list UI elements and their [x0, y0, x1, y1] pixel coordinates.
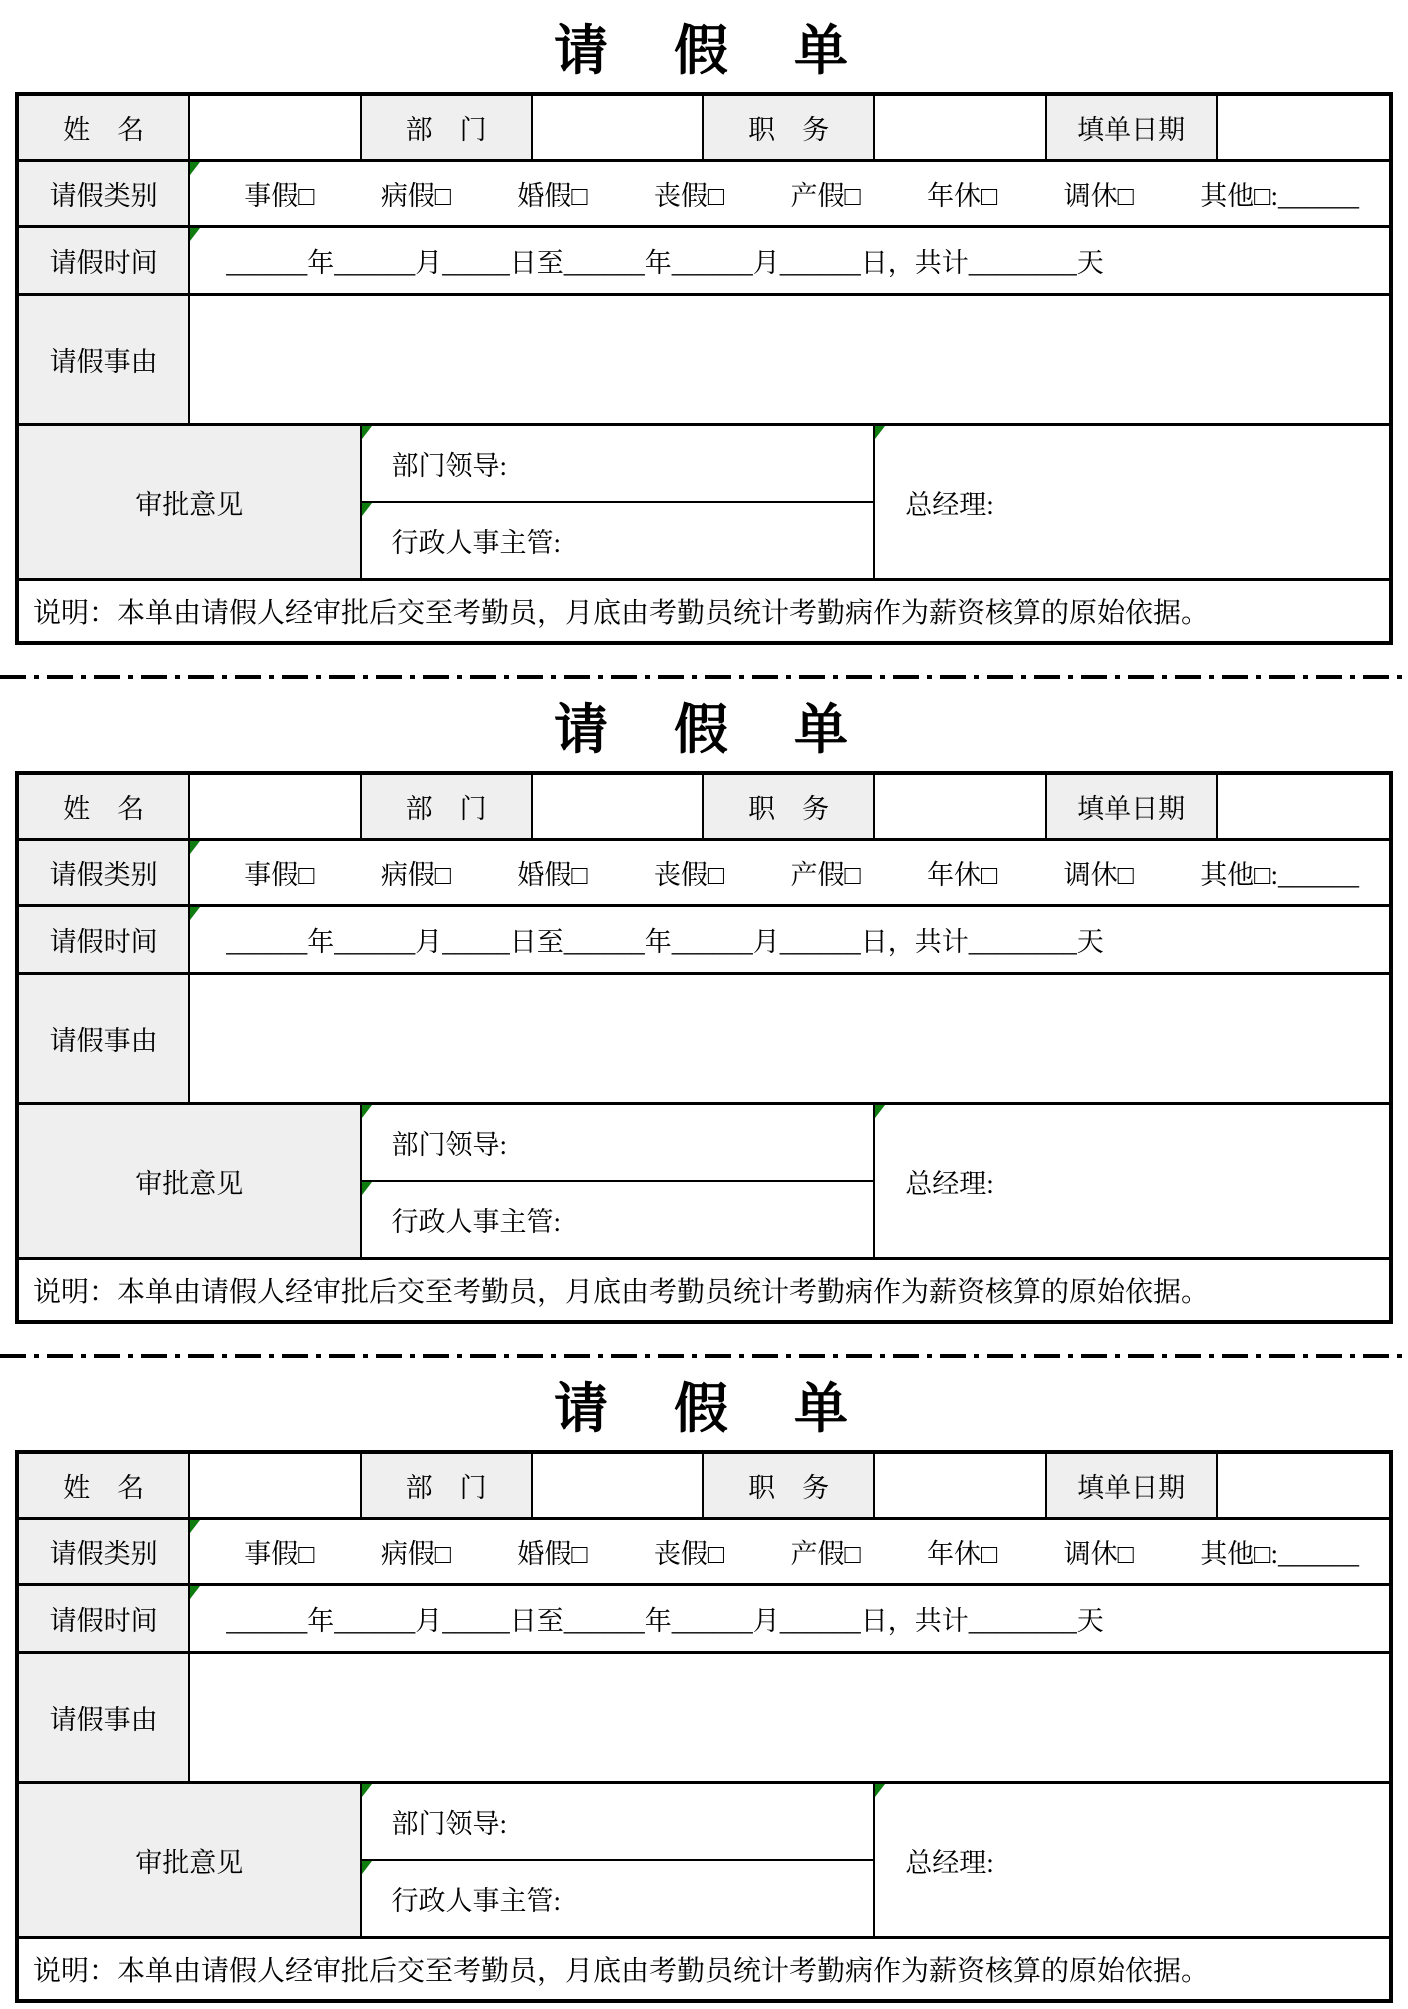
- comment-flag-icon: [362, 1861, 372, 1874]
- leave-type-option-bereavement[interactable]: 丧假□: [653, 860, 725, 890]
- hr-manager-label: 行政人事主管:: [391, 1207, 562, 1237]
- leave-type-options-cell: [190, 841, 1389, 907]
- leave-type-option-personal[interactable]: 事假□: [244, 860, 315, 890]
- hr-manager-sign-cell[interactable]: [362, 503, 874, 578]
- fill-date-label-cell: 填单日期: [1047, 1454, 1218, 1520]
- leave-reason-value-cell[interactable]: [190, 975, 1389, 1105]
- name-value-cell[interactable]: [190, 775, 361, 841]
- comment-flag-icon: [190, 228, 200, 241]
- time-fill-line[interactable]: ______年______月_____日至______年______月______日，共计________天: [226, 248, 1104, 278]
- gm-label: 总经理:: [905, 489, 994, 520]
- leave-time-value-cell[interactable]: [190, 907, 1389, 975]
- leave-type-option-annual[interactable]: 年休□: [927, 1539, 998, 1569]
- hr-manager-label: 行政人事主管:: [391, 528, 562, 558]
- leave-type-option-personal[interactable]: 事假□: [244, 1539, 315, 1569]
- department-value-cell[interactable]: [533, 1454, 704, 1520]
- position-label-cell: 职 务: [704, 1454, 875, 1520]
- leave-type-option-comp[interactable]: 调休□: [1063, 181, 1134, 211]
- comment-flag-icon: [362, 1784, 372, 1797]
- name-label-cell: 姓 名: [19, 1454, 190, 1520]
- other-option-label: 其他□:: [1200, 860, 1278, 890]
- dept-leader-sign-cell[interactable]: [362, 426, 874, 503]
- department-value-cell[interactable]: [533, 775, 704, 841]
- approval-middle-column: [362, 1105, 876, 1260]
- other-blank-line[interactable]: ______: [1278, 181, 1359, 211]
- leave-type-option-marriage[interactable]: 婚假□: [517, 181, 588, 211]
- comment-flag-icon: [362, 1182, 372, 1195]
- comment-flag-icon: [362, 426, 372, 439]
- approval-label-cell: 审批意见: [19, 426, 362, 581]
- comment-flag-icon: [875, 1105, 885, 1118]
- time-fill-line[interactable]: ______年______月_____日至______年______月______日，共计________天: [226, 1606, 1104, 1636]
- position-label-cell: 职 务: [704, 775, 875, 841]
- leave-type-option-comp[interactable]: 调休□: [1063, 1539, 1134, 1569]
- approval-label-cell: 审批意见: [19, 1105, 362, 1260]
- dept-leader-label: 部门领导:: [391, 1130, 508, 1160]
- note-cell: 说明：本单由请假人经审批后交至考勤员，月底由考勤员统计考勤病作为薪资核算的原始依据。: [19, 1939, 1389, 1999]
- leave-type-option-sick[interactable]: 病假□: [380, 860, 452, 890]
- leave-type-label-cell: 请假类别: [19, 841, 190, 907]
- department-value-cell[interactable]: [533, 96, 704, 162]
- hr-manager-label: 行政人事主管:: [391, 1886, 562, 1916]
- comment-flag-icon: [190, 1586, 200, 1599]
- leave-type-option-other[interactable]: [1200, 853, 1359, 892]
- gm-sign-cell[interactable]: [875, 1105, 1389, 1260]
- leave-type-label-cell: 请假类别: [19, 162, 190, 228]
- gm-label: 总经理:: [905, 1847, 994, 1878]
- leave-time-value-cell[interactable]: [190, 1586, 1389, 1654]
- fill-date-value-cell[interactable]: [1218, 96, 1389, 162]
- dept-leader-sign-cell[interactable]: [362, 1105, 874, 1182]
- leave-time-label-cell: 请假时间: [19, 1586, 190, 1654]
- leave-reason-value-cell[interactable]: [190, 1654, 1389, 1784]
- leave-form-table: [15, 92, 1393, 645]
- name-label-cell: 姓 名: [19, 775, 190, 841]
- form-title: 请 假 单: [554, 20, 854, 81]
- leave-type-option-personal[interactable]: 事假□: [244, 181, 315, 211]
- department-label-cell: 部 门: [362, 775, 533, 841]
- other-option-label: 其他□:: [1200, 1539, 1278, 1569]
- department-label-cell: 部 门: [362, 96, 533, 162]
- leave-type-option-other[interactable]: [1200, 1532, 1359, 1571]
- approval-middle-column: [362, 426, 876, 581]
- comment-flag-icon: [190, 1520, 200, 1533]
- name-value-cell[interactable]: [190, 96, 361, 162]
- leave-type-option-bereavement[interactable]: 丧假□: [653, 181, 725, 211]
- dept-leader-label: 部门领导:: [391, 1809, 508, 1839]
- leave-request-form: [0, 679, 1408, 1324]
- leave-form-table: [15, 771, 1393, 1324]
- position-value-cell[interactable]: [875, 775, 1046, 841]
- leave-reason-label-cell: 请假事由: [19, 1654, 190, 1784]
- fill-date-value-cell[interactable]: [1218, 775, 1389, 841]
- gm-sign-cell[interactable]: [875, 426, 1389, 581]
- other-blank-line[interactable]: ______: [1278, 1539, 1359, 1569]
- approval-label-cell: 审批意见: [19, 1784, 362, 1939]
- time-fill-line[interactable]: ______年______月_____日至______年______月______日，共计________天: [226, 927, 1104, 957]
- note-cell: 说明：本单由请假人经审批后交至考勤员，月底由考勤员统计考勤病作为薪资核算的原始依据。: [19, 581, 1389, 641]
- gm-label: 总经理:: [905, 1168, 994, 1199]
- fill-date-value-cell[interactable]: [1218, 1454, 1389, 1520]
- leave-reason-value-cell[interactable]: [190, 296, 1389, 426]
- leave-time-label-cell: 请假时间: [19, 907, 190, 975]
- leave-type-option-maternity[interactable]: 产假□: [790, 1539, 861, 1569]
- leave-form-table: [15, 1450, 1393, 2003]
- other-option-label: 其他□:: [1200, 181, 1278, 211]
- comment-flag-icon: [362, 503, 372, 516]
- leave-type-option-marriage[interactable]: 婚假□: [517, 1539, 588, 1569]
- comment-flag-icon: [362, 1105, 372, 1118]
- leave-type-option-sick[interactable]: 病假□: [380, 1539, 452, 1569]
- position-value-cell[interactable]: [875, 96, 1046, 162]
- leave-type-option-marriage[interactable]: 婚假□: [517, 860, 588, 890]
- fill-date-label-cell: 填单日期: [1047, 96, 1218, 162]
- hr-manager-sign-cell[interactable]: [362, 1182, 874, 1257]
- form-title: 请 假 单: [554, 699, 854, 760]
- leave-type-option-other[interactable]: [1200, 174, 1359, 213]
- leave-type-option-maternity[interactable]: 产假□: [790, 181, 861, 211]
- leave-type-options-cell: [190, 162, 1389, 228]
- leave-request-form: [0, 0, 1408, 645]
- comment-flag-icon: [875, 426, 885, 439]
- comment-flag-icon: [190, 841, 200, 854]
- comment-flag-icon: [875, 1784, 885, 1797]
- dept-leader-label: 部门领导:: [391, 451, 508, 481]
- hr-manager-sign-cell[interactable]: [362, 1861, 874, 1936]
- note-cell: 说明：本单由请假人经审批后交至考勤员，月底由考勤员统计考勤病作为薪资核算的原始依据。: [19, 1260, 1389, 1320]
- fill-date-label-cell: 填单日期: [1047, 775, 1218, 841]
- leave-type-option-maternity[interactable]: 产假□: [790, 860, 861, 890]
- leave-reason-label-cell: 请假事由: [19, 975, 190, 1105]
- leave-request-form: [0, 1358, 1408, 2003]
- leave-type-option-sick[interactable]: 病假□: [380, 181, 452, 211]
- form-title: 请 假 单: [554, 1378, 854, 1439]
- comment-flag-icon: [190, 907, 200, 920]
- position-label-cell: 职 务: [704, 96, 875, 162]
- leave-type-options-cell: [190, 1520, 1389, 1586]
- department-label-cell: 部 门: [362, 1454, 533, 1520]
- position-value-cell[interactable]: [875, 1454, 1046, 1520]
- dept-leader-sign-cell[interactable]: [362, 1784, 874, 1861]
- leave-type-label-cell: 请假类别: [19, 1520, 190, 1586]
- leave-type-option-bereavement[interactable]: 丧假□: [653, 1539, 725, 1569]
- name-value-cell[interactable]: [190, 1454, 361, 1520]
- leave-time-label-cell: 请假时间: [19, 228, 190, 296]
- other-blank-line[interactable]: ______: [1278, 860, 1359, 890]
- approval-middle-column: [362, 1784, 876, 1939]
- leave-type-option-comp[interactable]: 调休□: [1063, 860, 1134, 890]
- comment-flag-icon: [190, 162, 200, 175]
- gm-sign-cell[interactable]: [875, 1784, 1389, 1939]
- name-label-cell: 姓 名: [19, 96, 190, 162]
- leave-type-option-annual[interactable]: 年休□: [927, 181, 998, 211]
- leave-time-value-cell[interactable]: [190, 228, 1389, 296]
- leave-reason-label-cell: 请假事由: [19, 296, 190, 426]
- leave-type-option-annual[interactable]: 年休□: [927, 860, 998, 890]
